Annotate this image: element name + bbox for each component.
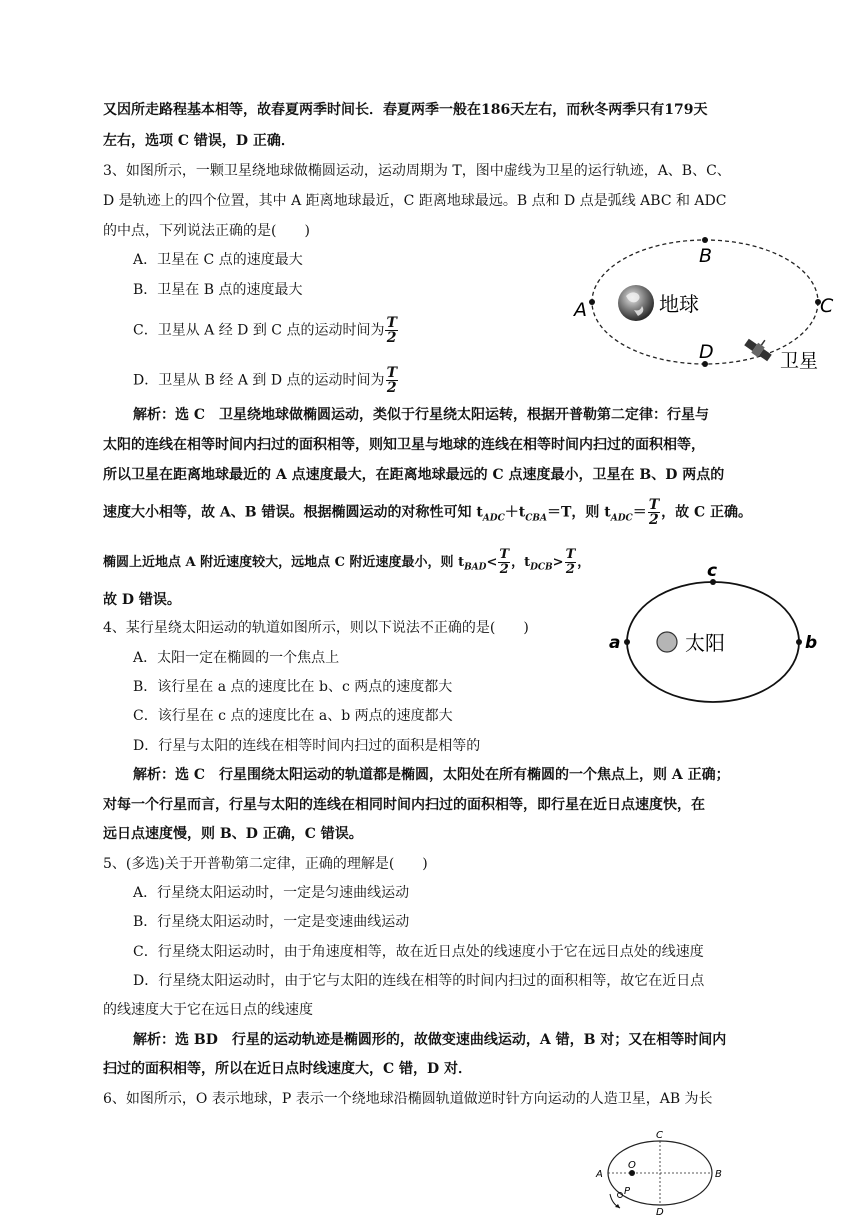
q4-label-c: c (707, 562, 718, 581)
q3-stem-line-3: 的中点，下列说法正确的是( ) (103, 223, 310, 239)
q5-option-d-line-1: D．行星绕太阳运动时，由于它与太阳的连线在相等的时间内扫过的面积相等，故它在近日点 (133, 973, 705, 989)
fraction-numerator: T (648, 497, 660, 513)
sol4-fraction (648, 498, 660, 527)
q3-option-c (133, 316, 399, 345)
fraction-denominator: 2 (499, 562, 509, 577)
earth-icon (618, 285, 654, 321)
fraction-denominator: 2 (386, 330, 397, 346)
q3-label-d: D (699, 341, 714, 363)
q3-point-a (589, 299, 595, 305)
q3-solution-line-3: 所以卫星在距离地球最近的 A 点速度最大，在距离地球最远的 C 点速度最小，卫星在 B、D 两点的 (103, 467, 725, 483)
q3-option-c-text: C．卫星从 A 经 D 到 C 点的运动时间为 (133, 322, 385, 339)
sol4-part-a: 速度大小相等，故 A、B 错误。根据椭圆运动的对称性可知 t (103, 504, 483, 521)
fraction-numerator: T (499, 547, 510, 562)
continuation-line-2: 左右，选项 C 错误，D 正确． (103, 133, 295, 149)
q3-solution-line-6: 故 D 错误。 (103, 592, 181, 608)
q6-label-b: B (715, 1169, 722, 1180)
q3-point-b (702, 237, 708, 243)
sol5-part-e: ， (577, 555, 591, 570)
q4-solution-line-2: 对每一个行星而言，行星与太阳的连线在相同时间内扫过的面积相等，即行星在近日点速度快，在 (103, 797, 705, 813)
q3-solution-line-2: 太阳的连线在相等时间内扫过的面积相等，则知卫星与地球的连线在相等时间内扫过的面积相等， (103, 437, 705, 453)
sol4-part-d: ＝ (632, 504, 647, 521)
sol5-sub-1: BAD (464, 562, 487, 573)
q5-stem: 5、(多选)关于开普勒第二定律，正确的理解是( ) (103, 856, 428, 872)
q4-point-a (624, 639, 630, 645)
q4-option-d: D．行星与太阳的连线在相等时间内扫过的面积是相等的 (133, 738, 481, 754)
q3-label-b: B (699, 245, 713, 267)
fraction-denominator: 2 (649, 512, 659, 528)
q3-earth-label: 地球 (659, 292, 699, 316)
q3-option-d (133, 366, 399, 395)
q4-solution-line-1: 解析：选 C 行星围绕太阳运动的轨道都是椭圆，太阳处在所有椭圆的一个焦点上，则 A 正确； (133, 767, 730, 783)
q4-option-c: C．该行星在 c 点的速度比在 a、b 两点的速度都大 (133, 708, 453, 724)
q4-option-b: B．该行星在 a 点的速度比在 b、c 两点的速度都大 (133, 679, 453, 695)
sun-icon (657, 632, 677, 652)
q6-label-d: D (656, 1207, 664, 1216)
q5-solution-line-2: 扫过的面积相等，所以在近日点时线速度大，C 错，D 对． (103, 1061, 473, 1077)
q4-point-b (796, 639, 802, 645)
q3-option-d-fraction (386, 366, 398, 395)
sol5-part-c: ，t (511, 555, 531, 570)
q3-solution-line-5 (103, 548, 590, 578)
sol5-sub-2: DCB (530, 562, 553, 573)
sol4-sub-1: ADC (482, 513, 505, 524)
q3-label-c: C (820, 295, 834, 317)
sol5-fraction-2 (565, 548, 577, 577)
q4-option-a: A．太阳一定在椭圆的一个焦点上 (133, 650, 340, 666)
q4-stem: 4、某行星绕太阳运动的轨道如图所示，则以下说法不正确的是( ) (103, 620, 529, 636)
q6-stem-line-1: 6、如图所示，O 表示地球，P 表示一个绕地球沿椭圆轨道做逆时针方向运动的人造卫星，AB 为长 (103, 1091, 713, 1107)
q3-solution-line-4 (103, 498, 752, 528)
q4-sun-label: 太阳 (685, 631, 725, 655)
sol4-sub-3: ADC (610, 513, 633, 524)
sol5-part-a: 椭圆上近地点 A 附近速度较大，远地点 C 附近速度最小，则 t (103, 555, 465, 570)
fraction-numerator: T (565, 547, 576, 562)
q4-orbit-figure (603, 562, 823, 711)
q6-orbit-figure (592, 1128, 732, 1220)
q6-label-c: C (656, 1130, 663, 1141)
fraction-numerator: T (386, 315, 397, 331)
fraction-denominator: 2 (565, 562, 575, 577)
sol4-part-c: ＝T，则 t (546, 504, 611, 521)
q5-option-d-line-2: 的线速度大于它在远日点的线速度 (103, 1002, 313, 1018)
q6-label-a: A (596, 1169, 603, 1180)
q4-label-a: a (609, 633, 621, 653)
q3-option-d-text: D．卫星从 B 经 A 到 D 点的运动时间为 (133, 372, 385, 389)
q3-orbit-figure (570, 232, 840, 381)
fraction-denominator: 2 (386, 380, 397, 396)
sol5-part-d: > (552, 555, 564, 570)
fraction-numerator: T (386, 365, 397, 381)
q3-solution-line-1: 解析：选 C 卫星绕地球做椭圆运动，类似于行星绕太阳运转，根据开普勒第二定律：行星与 (133, 407, 710, 423)
sol4-sub-2: CBA (525, 513, 547, 524)
q5-option-c: C．行星绕太阳运动时，由于角速度相等，故在近日点处的线速度小于它在远日点处的线速度 (133, 944, 704, 960)
sol4-part-e: ，故 C 正确。 (661, 504, 753, 521)
q3-stem-line-1: 3、如图所示，一颗卫星绕地球做椭圆运动，运动周期为 T，图中虚线为卫星的运行轨迹，A、B、C、 (103, 163, 731, 179)
satellite-icon (743, 332, 776, 363)
q3-label-a: A (574, 299, 587, 321)
q3-option-b: B．卫星在 B 点的速度最大 (133, 282, 303, 298)
sol4-part-b: ＋t (504, 504, 526, 521)
continuation-line-1: 又因所走路程基本相等，故春夏两季时间长．春夏两季一般在186天左右，而秋冬两季只有179天 (103, 102, 708, 118)
q6-label-o: O (628, 1160, 636, 1171)
q3-option-c-fraction (385, 316, 397, 345)
q4-label-b: b (805, 633, 818, 653)
q5-option-b: B．行星绕太阳运动时，一定是变速曲线运动 (133, 914, 410, 930)
q5-option-a: A．行星绕太阳运动时，一定是匀速曲线运动 (133, 885, 410, 901)
q6-label-p: P (624, 1186, 631, 1197)
q4-solution-line-3: 远日点速度慢，则 B、D 正确，C 错误。 (103, 826, 363, 842)
q3-satellite-label: 卫星 (780, 350, 819, 372)
q5-solution-line-1: 解析：选 BD 行星的运动轨迹是椭圆形的，故做变速曲线运动，A 错，B 对；又在相等时间内 (133, 1032, 727, 1048)
sol5-fraction-1 (498, 548, 510, 577)
q3-stem-line-2: D 是轨迹上的四个位置，其中 A 距离地球最近，C 距离地球最远。B 点和 D 点是弧线 ABC 和 ADC (103, 193, 727, 209)
sol5-part-b: < (486, 555, 498, 570)
q3-option-a: A．卫星在 C 点的速度最大 (133, 252, 303, 268)
